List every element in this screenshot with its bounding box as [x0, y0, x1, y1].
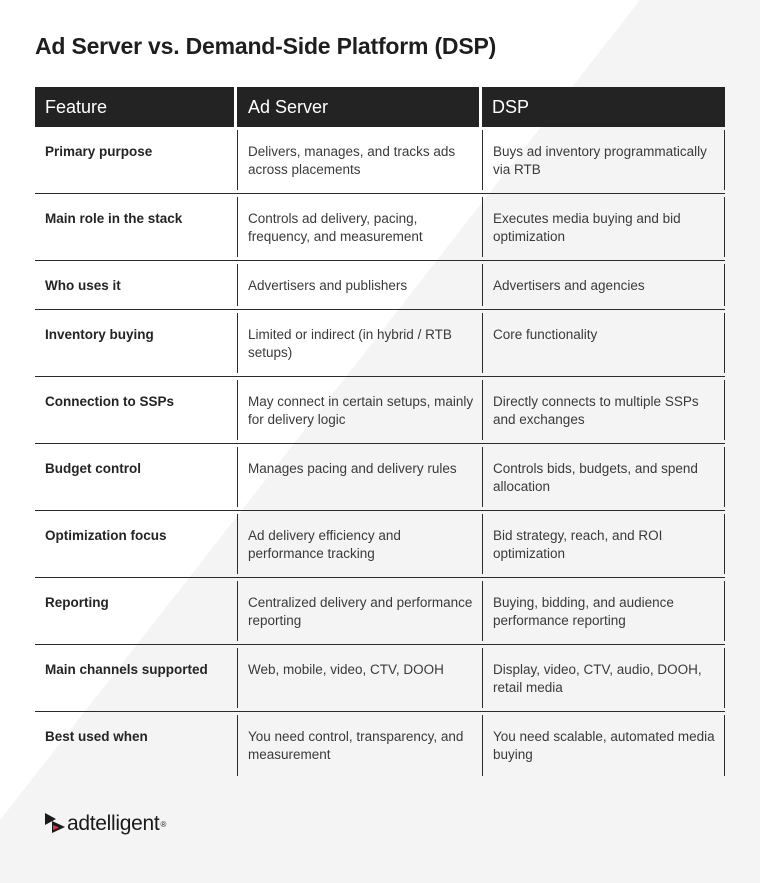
feature-cell: Primary purpose	[45, 144, 153, 159]
feature-cell: Budget control	[45, 461, 141, 476]
ad-server-cell: May connect in certain setups, mainly for delivery logic	[237, 380, 482, 440]
ad-server-cell: You need control, transparency, and measurement	[237, 715, 482, 776]
ad-server-cell: Advertisers and publishers	[237, 264, 482, 306]
dsp-cell: Executes media buying and bid optimization	[482, 197, 725, 257]
ad-server-cell: Controls ad delivery, pacing, frequency, and measurement	[237, 197, 482, 257]
table-row	[35, 261, 725, 310]
dsp-cell: Core functionality	[482, 313, 725, 373]
ad-server-cell: Web, mobile, video, CTV, DOOH	[237, 648, 482, 708]
dsp-cell: Advertisers and agencies	[482, 264, 725, 306]
ad-server-cell: Manages pacing and delivery rules	[237, 447, 482, 507]
header-feature: Feature	[35, 87, 237, 127]
dsp-cell: You need scalable, automated media buying	[482, 715, 725, 776]
table-row	[35, 511, 725, 578]
feature-cell: Main channels supported	[45, 662, 208, 677]
ad-server-cell: Limited or indirect (in hybrid / RTB setups)	[237, 313, 482, 373]
dsp-cell: Buys ad inventory programmatically via RTB	[482, 130, 725, 190]
table-row	[35, 377, 725, 444]
table-row	[35, 712, 725, 779]
logo-text: adtelligent	[67, 812, 160, 835]
dsp-cell: Bid strategy, reach, and ROI optimization	[482, 514, 725, 574]
dsp-cell: Display, video, CTV, audio, DOOH, retail media	[482, 648, 725, 708]
header-ad-server: Ad Server	[237, 87, 482, 127]
adtelligent-logo	[44, 812, 166, 836]
dsp-cell: Directly connects to multiple SSPs and exchanges	[482, 380, 725, 440]
feature-cell: Who uses it	[45, 278, 121, 293]
feature-cell: Inventory buying	[45, 327, 154, 342]
table-row	[35, 444, 725, 511]
feature-cell: Best used when	[45, 729, 148, 744]
feature-cell: Reporting	[45, 595, 109, 610]
table-row	[35, 310, 725, 377]
header-dsp: DSP	[492, 97, 530, 117]
adtelligent-logo-icon	[44, 812, 66, 836]
feature-cell: Connection to SSPs	[45, 394, 175, 409]
table-row	[35, 645, 725, 712]
table-header	[35, 87, 725, 127]
dsp-cell: Buying, bidding, and audience performance reporting	[482, 581, 725, 641]
table-row	[35, 127, 725, 194]
page-title: Ad Server vs. Demand-Side Platform (DSP)	[35, 33, 497, 59]
feature-cell: Optimization focus	[45, 528, 167, 543]
ad-server-cell: Centralized delivery and performance reporting	[237, 581, 482, 641]
comparison-table	[35, 87, 725, 779]
ad-server-cell: Delivers, manages, and tracks ads across placements	[237, 130, 482, 190]
table-row	[35, 578, 725, 645]
registered-mark: ®	[160, 819, 167, 829]
dsp-cell: Controls bids, budgets, and spend allocation	[482, 447, 725, 507]
feature-cell: Main role in the stack	[45, 211, 183, 226]
ad-server-cell: Ad delivery efficiency and performance tracking	[237, 514, 482, 574]
table-row	[35, 194, 725, 261]
